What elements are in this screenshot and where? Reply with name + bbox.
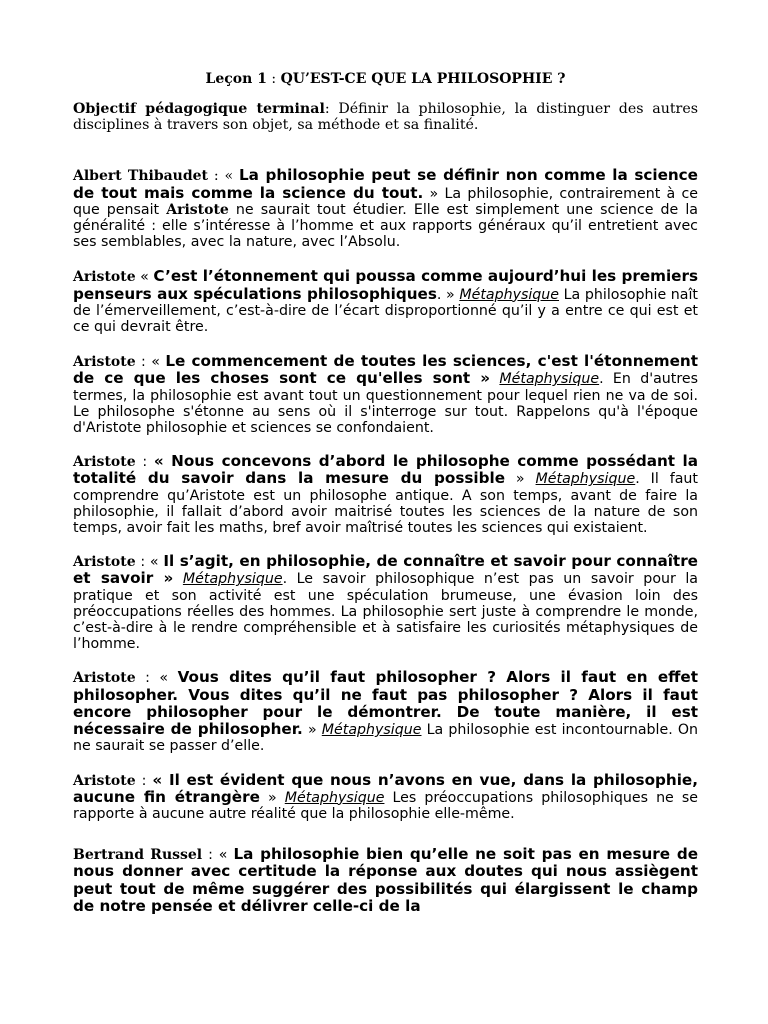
author-name: Aristote [73, 772, 136, 789]
work-title: Métaphysique [321, 722, 422, 739]
objective-paragraph [73, 101, 698, 133]
work-title: Métaphysique [284, 789, 385, 806]
paragraph-aristote-2: Aristote : « Le commencement de toutes les sciences, c'est l'étonnement de ce que les choses sont ce qu'elles sont » Métaphysique. En d'autres termes, la philosophie est avant tout un questionnement pour lequel rien ne va de soi. Le philosophe s'étonne au sens où il s'interroge sur tout. Rappelons qu'à l'époque d'Aristote philosophie et sciences se confondaient. [73, 352, 699, 437]
author-name: Aristote [73, 670, 136, 687]
quote: Il s’agit, en philosophie, de connaître et savoir pour connaître et savoir » [73, 552, 698, 588]
page-title: Leçon 1 : QU’EST-CE QUE LA PHILOSOPHIE ? [205, 71, 566, 87]
objective-label: Objectif pédagogique terminal [73, 101, 325, 117]
work-title: Métaphysique [182, 571, 283, 588]
paragraph-aristote-6: Aristote : « Il est évident que nous n’avons en vue, dans la philosophie, aucune fin étrangère » Métaphysique Les préoccupations philosophiques ne se rapporte à aucune autre réalité que la philosophie elle-même. [73, 770, 698, 822]
author-name: Aristote [73, 554, 136, 571]
quote: La philosophie bien qu’elle ne soit pas en mesure de nous donner avec certitude la réponse aux doutes qui nous assiègent peut tout de même suggérer des possibilités qui élargissent le champ de notre pensée et délivrer celle-ci de la [73, 845, 698, 915]
commentary: La philosophie est incontournable. On ne saurait se passer d’elle. [73, 722, 699, 755]
paragraph-aristote-3: Aristote : « Nous concevons d’abord le philosophe comme possédant la totalité du savoir dans la mesure du possible » Métaphysique. Il faut comprendre qu’Aristote est un philosophe antique. A son temps, avant de faire la philosophie, il fallait d’abord avoir maitrisé toutes les sciences de la nature de son temps, avoir fait les maths, bref avoir maîtrisé toutes les sciences qui existaient. [73, 452, 698, 537]
work-title: Métaphysique [499, 371, 600, 388]
commentary: . Il faut comprendre qu’Aristote est un philosophe antique. A son temps, avant de faire la philosophie, il fallait d’abord avoir maitrisé toutes les sciences de la nature de son temps, avoir fait les maths, bref avoir maîtrisé toutes les sciences qui existaient. [73, 471, 698, 537]
quote: C’est l’étonnement qui poussa comme aujourd’hui les premiers penseurs aux spéculations philosophiques [73, 267, 698, 303]
paragraph-aristote-4: Aristote : « Il s’agit, en philosophie, de connaître et savoir pour connaître et savoir » Métaphysique. Le savoir philosophique n’est pas un savoir pour la pratique et son activité est une spéculation brumeuse, une évasion loin des préoccupations réelles des hommes. La philosophie sert juste à comprendre le monde, c’est-à-dire à le rendre compréhensible et à satisfaire les curiosités métaphysiques de l’homme. [73, 552, 699, 653]
author-name: Aristote [73, 454, 136, 471]
lesson-subject: QU’EST-CE QUE LA PHILOSOPHIE ? [280, 71, 566, 87]
quote: Vous dites qu’il faut philosopher ? Alors il faut en effet philosopher. Vous dites qu’il ne faut pas philosopher ? Alors il faut encore philosopher pour le démontrer. De toute manière, il est nécessaire de philosopher. [73, 668, 698, 739]
author-name: Bertrand Russel [73, 847, 203, 864]
author-name: Aristote [73, 354, 136, 371]
commentary: La philosophie naît de l’émerveillement, c’est-à-dire de l’écart disproportionné qu’il y a entre ce qui est et ce qui devrait être. [73, 286, 698, 336]
commentary: ne saurait tout étudier. Elle est simplement une science de la généralité : elle s’intéresse à l’homme et aux rapports généraux qu’il entretient avec ses semblables, avec la nature, avec l’Absolu. [73, 201, 698, 251]
quote: « Il est évident que nous n’avons en vue, dans la philosophie, aucune fin étrangère [73, 770, 698, 806]
quote: « Nous concevons d’abord le philosophe comme possédant la totalité du savoir dans la mesure du possible [73, 452, 698, 488]
paragraph-aristote-1: Aristote « C’est l’étonnement qui poussa comme aujourd’hui les premiers penseurs aux spéculations philosophiques. » Métaphysique La philosophie naît de l’émerveillement, c’est-à-dire de l’écart disproportionné qu’il y a entre ce qui est et ce qui devrait être. [73, 267, 698, 336]
quote: La philosophie peut se définir non comme la science de tout mais comme la science du tout. [73, 166, 698, 202]
paragraph-aristote-5: Aristote : « Vous dites qu’il faut philosopher ? Alors il faut en effet philosopher. Vous dites qu’il ne faut pas philosopher ? Alors il faut encore philosopher pour le démontrer. De toute manière, il est nécessaire de philosopher. » Métaphysique La philosophie est incontournable. On ne saurait se passer d’elle. [73, 668, 699, 755]
author-name: Albert Thibaudet [73, 168, 209, 185]
work-title: Métaphysique [535, 471, 636, 488]
commentary: . En d'autres termes, la philosophie est avant tout un questionnement pour lequel rien ne va de soi. Le philosophe s'étonne au sens où il s'interroge sur tout. Rappelons qu'à l'époque d'Aristote philosophie et sciences se confondaient. [73, 371, 699, 437]
commentary: . Le savoir philosophique n’est pas un savoir pour la pratique et son activité est une spéculation brumeuse, une évasion loin des préoccupations réelles des hommes. La philosophie sert juste à comprendre le monde, c’est-à-dire à le rendre compréhensible et à satisfaire les curiosités métaphysiques de l’homme. [73, 571, 699, 653]
commentary: Les préoccupations philosophiques ne se rapporte à aucune autre réalité que la philosophie elle-même. [73, 789, 698, 822]
document-page [73, 60, 698, 915]
objective-text: : Définir la philosophie, la distinguer des autres disciplines à travers son objet, sa méthode et sa finalité. [73, 101, 699, 134]
paragraph-thibaudet: Albert Thibaudet : « La philosophie peut se définir non comme la science de tout mais comme la science du tout. » La philosophie, contrairement à ce que pensait Aristote ne saurait tout étudier. Elle est simplement une science de la généralité : elle s’intéresse à l’homme et aux rapports généraux qu’il entretient avec ses semblables, avec la nature, avec l’Absolu. [73, 166, 699, 251]
paragraph-russel: Bertrand Russel : « La philosophie bien qu’elle ne soit pas en mesure de nous donner avec certitude la réponse aux doutes qui nous assiègent peut tout de même suggérer des possibilités qui élargissent le champ de notre pensée et délivrer celle-ci de la [73, 845, 698, 915]
work-title: Métaphysique [459, 286, 560, 303]
author-name: Aristote [166, 201, 229, 218]
quote: Le commencement de toutes les sciences, c'est l'étonnement de ce que les choses sont ce qu'elles sont » [73, 352, 699, 388]
lesson-number: Leçon 1 [205, 71, 267, 87]
author-name: Aristote [73, 269, 136, 286]
